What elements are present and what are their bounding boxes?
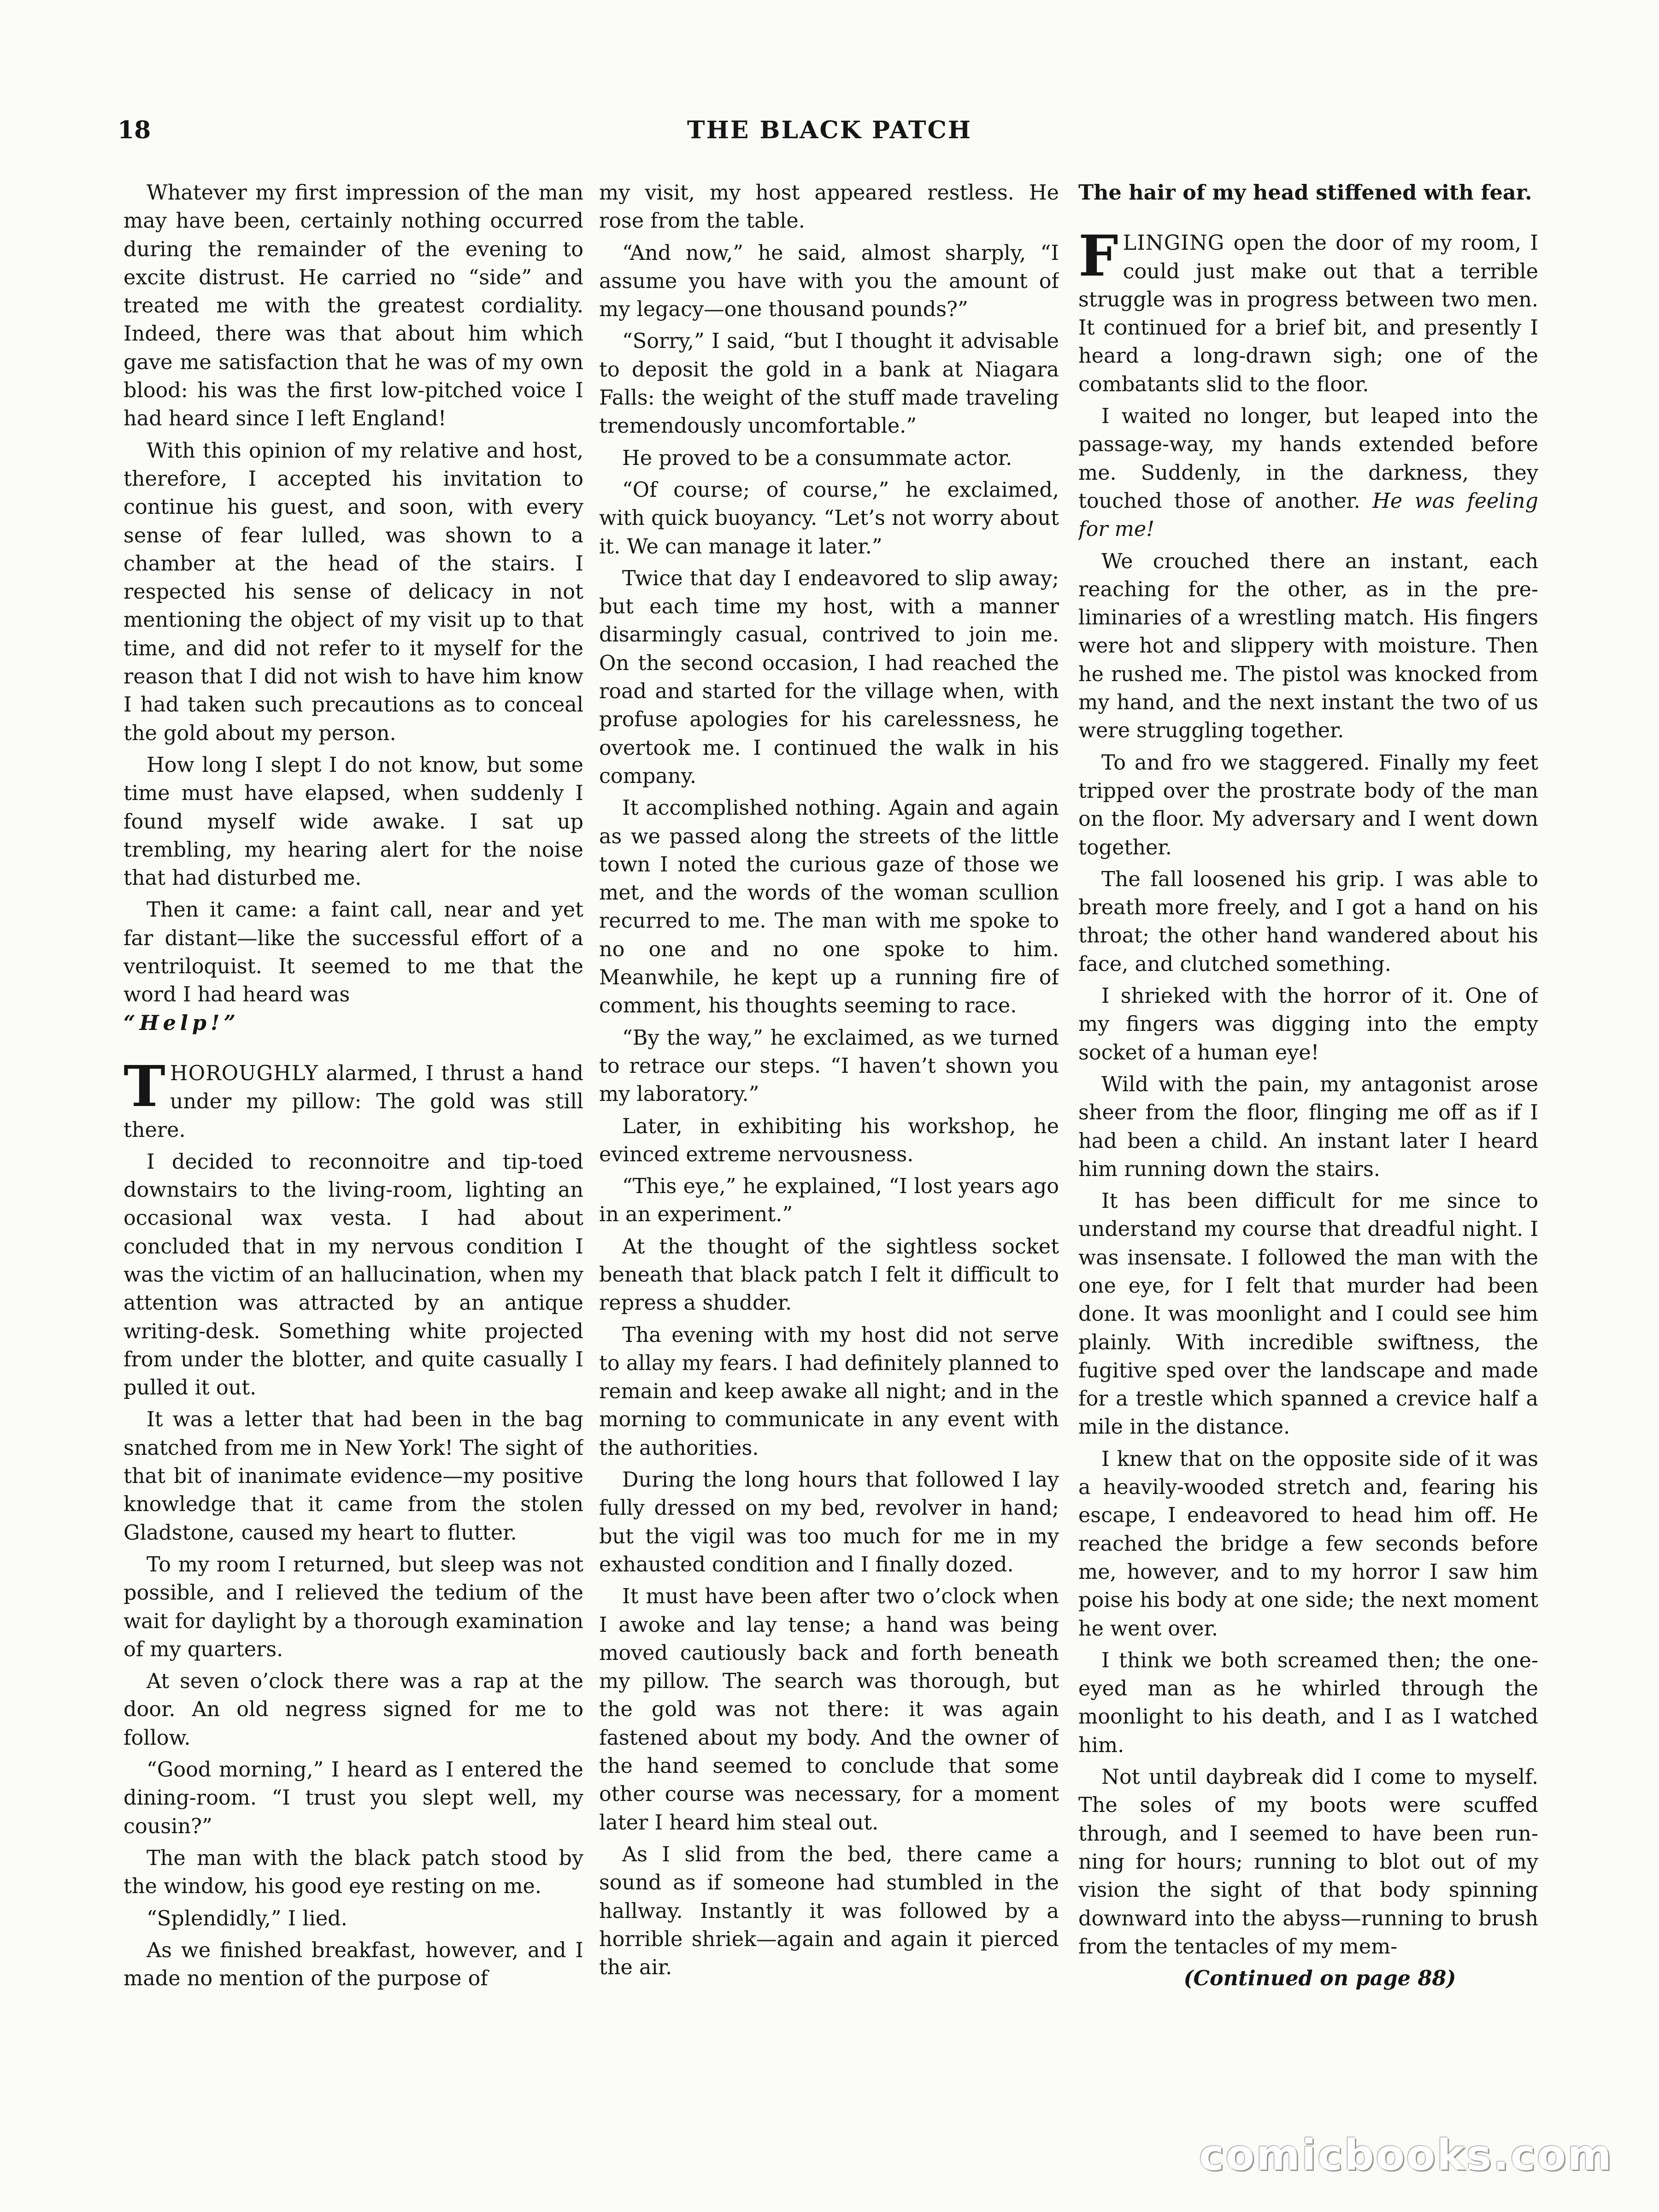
paragraph (1078, 402, 1538, 543)
section-opening-paragraph (1078, 223, 1538, 399)
paragraph: At the thought of the sightless socket beneath that black patch I felt it difficult to repress a shudder. (599, 1235, 1059, 1315)
paragraph: He proved to be a consummate actor. (622, 446, 1012, 470)
paragraph-text: Then it came: a faint call, near and yet far distant—like the successful effort of a ventriloquist. It seemed to me that the word I had heard was (124, 898, 583, 1007)
paragraph: I shrieked with the horror of it. One of my fingers was digging into the empty socket of a human eye! (1078, 984, 1538, 1065)
paragraph: Twice that day I endeavored to slip away; but each time my host, with a manner disarmingly casual, contrived to join me. On the second occasion, I had reached the road and started for the village when, with profuse apologies for his carelessness, he overtook me. I continued the walk in his company. (599, 566, 1059, 788)
drop-cap: T (124, 1053, 165, 1119)
paragraph: How long I slept I do not know, but some time must have elapsed, when suddenly I found myself wide awake. I sat up trembling, my hearing alert for the noise that had disturbed me. (124, 753, 583, 890)
drop-cap: F (1078, 223, 1118, 289)
paragraph: Later, in exhibiting his workshop, he evinced extreme nervousness. (599, 1114, 1059, 1166)
paragraph-text: open the door of my room, I could just make out that a terrible struggle was in progress between two men. It continued for a brief bit, and presently I heard a long-drawn sigh; one of the combatants slid to the floor. (1078, 231, 1538, 396)
small-caps-lead: HOROUGHLY (170, 1061, 319, 1085)
section-opening-paragraph (124, 1053, 583, 1144)
continued-note: (Continued on page 88) (1183, 1966, 1456, 1991)
emphasis-text: He was feeling for me! (1078, 489, 1538, 541)
paragraph: my visit, my host appeared restless. He rose from the table. (599, 181, 1059, 233)
paragraph: “Of course; of course,” he exclaimed, with quick buoyancy. “Let’s not worry about it. We can manage it later.” (599, 478, 1059, 559)
text-column-2 (599, 179, 1059, 2077)
paragraph: It accomplished nothing. Again and again as we passed along the streets of the little town I noted the curious gaze of those we met, and the words of the woman scullion recurred to me. The man with me spoke to no one and no one spoke to him. Meanwhile, he kept up a running fire of comment, his thoughts seeming to race. (599, 796, 1059, 1018)
paragraph: I decided to reconnoitre and tip-toed downstairs to the living-room, lighting an occasional wax vesta. I had about concluded that in my nervous condition I was the victim of an hallucination, when my attention was attracted by an antique writing-desk. Something white projected from under the blotter, and quite casually I pulled it out. (124, 1150, 583, 1400)
paragraph: Tha evening with my host did not serve to allay my fears. I had definitely planned to remain and keep awake all night; and in the morning to communicate in any event with the authorities. (599, 1323, 1059, 1460)
paragraph-text: alarmed, I thrust a hand under my pillow: The gold was still there. (124, 1061, 583, 1142)
paragraph: “This eye,” he explained, “I lost years ago in an experiment.” (599, 1175, 1059, 1227)
paragraph (124, 896, 583, 1037)
paragraph: With this opinion of my relative and host, therefore, I accepted his invitation to continue his guest, and soon, with every sense of fear lulled, was shown to a chamber at the head of the stairs. I respected his sense of delicacy in not mentioning the object of my visit up to that time, and did not refer to it myself for the reason that I did not wish to have him know I had taken such precautions as to conceal the gold about my person. (124, 439, 583, 745)
paragraph: To my room I returned, but sleep was not possible, and I relieved the tedium of the wait for daylight by a thorough examination of my quarters. (124, 1553, 583, 1661)
paragraph: The man with the black patch stood by the window, his good eye resting on me. (124, 1846, 583, 1899)
paragraph: The hair of my head stiffened with fear. (1078, 181, 1532, 205)
paragraph: As we finished breakfast, however, and I made no mention of the purpose of (124, 1938, 583, 1991)
text-column-3 (1078, 179, 1538, 2077)
page-number: 18 (118, 116, 151, 144)
paragraph: I think we both screamed then; the one-eyed man as he whirled through the moonlight to his death, and I as I watched him. (1078, 1648, 1538, 1757)
paragraph: “And now,” he said, almost sharply, “I assume you have with you the amount of my legacy—one thousand pounds?” (599, 241, 1059, 322)
paragraph: Whatever my first impression of the man may have been, certainly nothing occurred during the remainder of the evening to excite distrust. He carried no “side” and treated me with the greatest cordiality. Indeed, there was that about him which gave me satisfaction that he was of my own blood: his was the first low-pitched voice I had heard since I left England! (124, 181, 583, 431)
paragraph: Not until daybreak did I come to myself. The soles of my boots were scuffed through, and I seemed to have been running for hours; running to blot out of my vision the sight of that body spinning downward into the abyss—running to brush from the tentacles of my mem- (1078, 1765, 1538, 1959)
text-column-1 (124, 179, 583, 2077)
paragraph: As I slid from the bed, there came a sound as if someone had stumbled in the hallway. Instantly it was followed by a horrible shriek—again and again it pierced the air. (599, 1842, 1059, 1980)
watermark-logo: comicbooks.com (1199, 2130, 1613, 2180)
paragraph: It was a letter that had been in the bag snatched from me in New York! The sight of that bit of inanimate evidence—my positive knowledge that it came from the stolen Gladstone, caused my heart to flutter. (124, 1408, 583, 1545)
paragraph: Wild with the pain, my antagonist arose sheer from the floor, flinging me off as if I had been a child. An instant later I heard him running down the stairs. (1078, 1072, 1538, 1181)
paragraph: It has been difficult for me since to understand my course that dreadful night. I was insensate. I followed the man with the one eye, for I felt that murder had been done. It was moonlight and I could see him plainly. With incredible swiftness, the fugitive sped over the landscape and made for a trestle which spanned a crevice half a mile in the distance. (1078, 1189, 1538, 1439)
emphasis-help: “Help!” (124, 1011, 240, 1035)
paragraph: We crouched there an instant, each reaching for the other, as in the preliminaries of a wrestling match. His fingers were hot and slippery with moisture. Then he rushed me. The pistol was knocked from my hand, and the next instant the two of us were struggling together. (1078, 549, 1538, 743)
paragraph: “Good morning,” I heard as I entered the dining-room. “I trust you slept well, my cousin?” (124, 1758, 583, 1838)
small-caps-lead: LINGING (1123, 231, 1225, 255)
paragraph-text: I waited no longer, but leaped into the passage-way, my hands extended before me. Suddenly, in the darkness, they touched those of another. (1078, 405, 1538, 513)
paragraph: At seven o’clock there was a rap at the door. An old negress signed for me to follow. (124, 1670, 583, 1750)
paragraph: The fall loosened his grip. I was able to breath more freely, and I got a hand on his throat; the other hand wandered about his face, and clutched something. (1078, 867, 1538, 976)
running-head-title: THE BLACK PATCH (687, 116, 972, 144)
paragraph: “Sorry,” I said, “but I thought it advisable to deposit the gold in a bank at Niagara Falls: the weight of the stuff made traveling tremendously uncomfortable.” (599, 329, 1059, 438)
paragraph: To and fro we staggered. Finally my feet tripped over the prostrate body of the man on the floor. My adversary and I went down together. (1078, 751, 1538, 859)
paragraph: I knew that on the opposite side of it was a heavily-wooded stretch and, fearing his escape, I endeavored to head him off. He reached the bridge a few seconds before me, however, and to my horror I saw him poise his body at one side; the next moment he went over. (1078, 1447, 1538, 1641)
paragraph: It must have been after two o’clock when I awoke and lay tense; a hand was being moved cautiously back and forth beneath my pillow. The search was thorough, but the gold was not there: it was again fastened about my body. And the owner of the hand seemed to conclude that some other course was necessary, for a moment later I heard him steal out. (599, 1585, 1059, 1835)
paragraph: During the long hours that followed I lay fully dressed on my bed, revolver in hand; but the vigil was too much for me in my exhausted condition and I finally dozed. (599, 1468, 1059, 1577)
paragraph: “Splendidly,” I lied. (147, 1906, 347, 1930)
paragraph: “By the way,” he exclaimed, as we turned to retrace our steps. “I haven’t shown you my laboratory.” (599, 1026, 1059, 1106)
